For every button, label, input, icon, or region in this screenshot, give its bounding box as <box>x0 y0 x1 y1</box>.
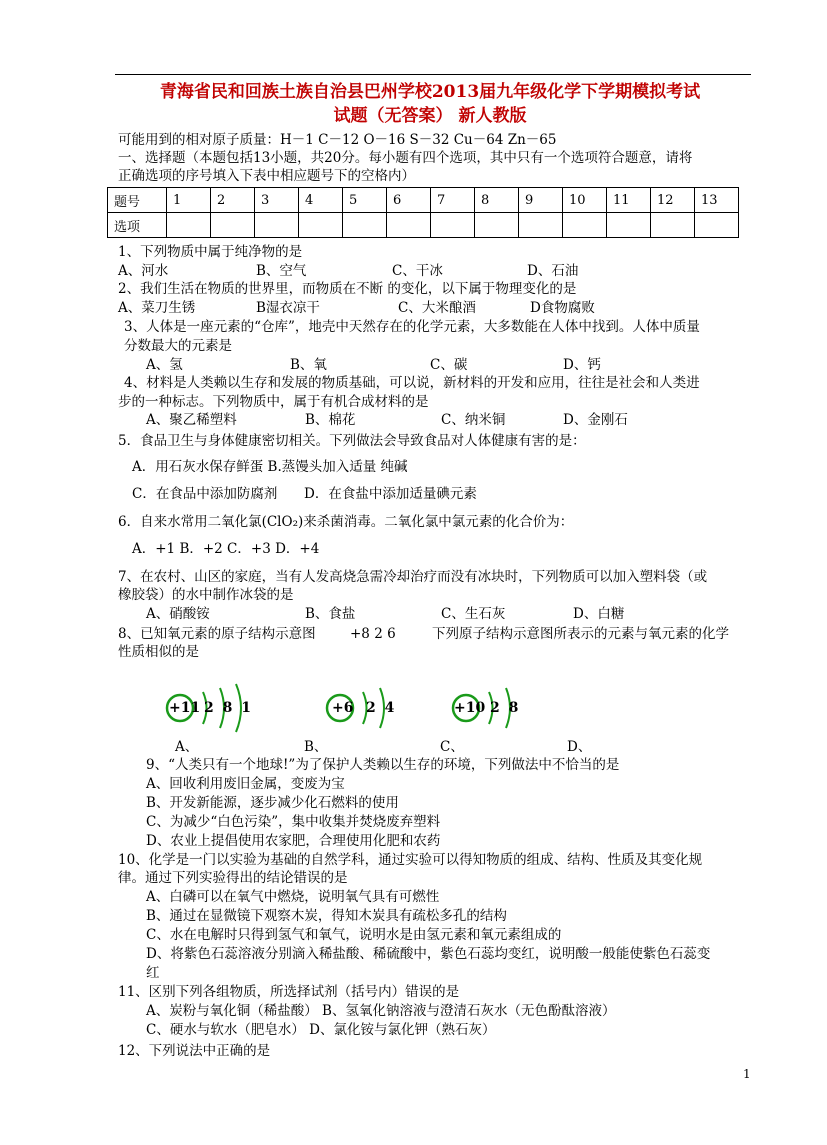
question-8-suffix: 下列原子结构示意图所表示的元素与氧元素的化学 <box>432 626 729 642</box>
q3-option-d: D、钙 <box>563 357 601 373</box>
q7-option-d: D、白糖 <box>573 606 625 622</box>
table-cell: 6 <box>387 188 431 213</box>
q3-option-a: A、氢 <box>146 357 183 373</box>
section-intro-1: 一、选择题（本题包括13小题，共20分。每小题有四个选项，其中只有一个选项符合题意，请将 <box>118 150 693 166</box>
table-cell: 13 <box>695 188 739 213</box>
atom-c-electrons: 2 8 <box>490 700 521 716</box>
q10-option-d-continued: 红 <box>146 965 160 981</box>
q4-option-d: D、金刚石 <box>563 412 628 428</box>
q9-option-b: B、开发新能源，逐步减少化石燃料的使用 <box>146 795 399 811</box>
q4-option-c: C、纳米铜 <box>441 412 506 428</box>
table-cell: 12 <box>651 188 695 213</box>
q1-option-a: A、河水 <box>118 263 169 279</box>
table-cell: 4 <box>299 188 343 213</box>
q1-option-d: D、石油 <box>527 263 579 279</box>
q11-options-cd: C、硬水与软水（肥皂水） D、氯化铵与氯化钾（熟石灰） <box>146 1022 496 1038</box>
table-cell: 2 <box>211 188 255 213</box>
answer-cell[interactable] <box>211 213 255 238</box>
question-11: 11、区别下列各组物质，所选择试剂（括号内）错误的是 <box>118 984 460 1000</box>
q2-option-a: A、菜刀生锈 <box>118 300 196 316</box>
table-cell: 11 <box>607 188 651 213</box>
table-cell: 3 <box>255 188 299 213</box>
q7-option-c: C、生石灰 <box>441 606 506 622</box>
question-12: 12、下列说法中正确的是 <box>118 1043 271 1059</box>
table-cell: 5 <box>343 188 387 213</box>
answer-cell[interactable] <box>387 213 431 238</box>
answer-cell[interactable] <box>475 213 519 238</box>
q9-option-a: A、回收利用废旧金属，变废为宝 <box>146 776 345 792</box>
table-cell: 9 <box>519 188 563 213</box>
question-7-line1: 7、在农村、山区的家庭，当有人发高烧急需冷却治疗而没有冰块时，下列物质可以加入塑料袋（或 <box>118 569 708 585</box>
question-10-line2: 律。通过下列实验得出的结论错误的是 <box>118 870 348 886</box>
header-rule <box>115 74 751 75</box>
q1-option-c: C、干冰 <box>392 263 443 279</box>
question-4-line2: 步的一种标志。下列物质中，属于有机合成材料的是 <box>118 394 429 410</box>
answer-cell[interactable] <box>695 213 739 238</box>
atom-a-electrons: 2 8 1 <box>204 700 253 716</box>
answer-table-row-numbers <box>108 188 739 213</box>
answer-cell[interactable] <box>519 213 563 238</box>
q10-option-c: C、水在电解时只得到氢气和氧气，说明水是由氢元素和氧元素组成的 <box>146 927 562 943</box>
page-title-line1: 青海省民和回族土族自治县巴州学校2013届九年级化学下学期模拟考试 <box>159 82 701 102</box>
answer-cell[interactable] <box>651 213 695 238</box>
table-header-option: 选项 <box>108 213 167 238</box>
atom-a-nucleus: +11 <box>169 700 201 716</box>
question-7-line2: 橡胶袋）的水中制作冰袋的是 <box>118 587 294 603</box>
q3-option-b: B、氧 <box>290 357 327 373</box>
question-3-line1: 3、人体是一座元素的“仓库”，地壳中天然存在的化学元素，大多数能在人体中找到。人体中质量 <box>124 319 700 335</box>
answer-cell[interactable] <box>607 213 651 238</box>
question-6: 6．自来水常用二氧化氯(ClO₂)来杀菌消毒。二氧化氯中氯元素的化合价为： <box>118 514 574 530</box>
table-cell: 7 <box>431 188 475 213</box>
q8-option-c: C、 <box>440 739 464 755</box>
atom-c-nucleus: +10 <box>454 700 486 716</box>
q5-option-d: D．在食盐中添加适量碘元素 <box>304 486 477 502</box>
q5-options-ab: A．用石灰水保存鲜蛋 B.蒸馒头加入适量 纯碱 <box>132 459 408 475</box>
question-2: 2、我们生活在物质的世界里，而物质在不断 的变化，以下属于物理变化的是 <box>118 281 577 297</box>
question-8-line2: 性质相似的是 <box>118 644 199 660</box>
table-cell: 8 <box>475 188 519 213</box>
q2-option-c: C、大米酿酒 <box>398 300 476 316</box>
q2-option-d: D食物腐败 <box>530 300 595 316</box>
table-cell: 10 <box>563 188 607 213</box>
atom-b-nucleus: +6 <box>332 700 354 716</box>
question-3-line2: 分数最大的元素是 <box>124 338 232 354</box>
q3-option-c: C、碳 <box>430 357 468 373</box>
q2-option-b: B湿衣凉干 <box>256 300 320 316</box>
q11-options-ab: A、炭粉与氧化铜（稀盐酸） B、氢氧化钠溶液与澄清石灰水（无色酚酞溶液） <box>146 1003 616 1019</box>
question-5: 5．食品卫生与身体健康密切相关。下列做法会导致食品对人体健康有害的是： <box>118 433 586 449</box>
answer-cell[interactable] <box>255 213 299 238</box>
q7-option-b: B、食盐 <box>305 606 356 622</box>
answer-table <box>107 187 739 238</box>
q7-option-a: A、硝酸铵 <box>146 606 210 622</box>
q1-option-b: B、空气 <box>256 263 307 279</box>
q10-option-d: D、将紫色石蕊溶液分别滴入稀盐酸、稀硫酸中，紫色石蕊均变红，说明酸一般能使紫色石蕊变 <box>146 946 711 962</box>
question-10-line1: 10、化学是一门以实验为基础的自然学科，通过实验可以得知物质的组成、结构、性质及其变化规 <box>118 852 703 868</box>
answer-table-row-options <box>108 213 739 238</box>
answer-cell[interactable] <box>167 213 211 238</box>
atom-b-electrons: 2 4 <box>366 700 397 716</box>
page-number: 1 <box>743 1067 751 1081</box>
answer-cell[interactable] <box>299 213 343 238</box>
q10-option-b: B、通过在显微镜下观察木炭，得知木炭具有疏松多孔的结构 <box>146 908 507 924</box>
q4-option-b: B、棉花 <box>305 412 356 428</box>
q9-option-d: D、农业上提倡使用农家肥，合理使用化肥和农药 <box>146 833 441 849</box>
q6-options: A．+1 B．+2 C．+3 D．+4 <box>132 541 320 557</box>
q8-option-b: B、 <box>304 739 328 755</box>
oxygen-structure-diagram: +8 2 6 <box>350 626 396 642</box>
section-intro-2: 正确选项的序号填入下表中相应题号下的空格内） <box>118 168 415 184</box>
atomic-masses: 可能用到的相对原子质量：H－1 C－12 O－16 S－32 Cu－64 Zn－65 <box>118 132 557 148</box>
q5-option-c: C．在食品中添加防腐剂 <box>132 486 278 502</box>
q4-option-a: A、聚乙稀塑料 <box>146 412 237 428</box>
q9-option-c: C、为减少“白色污染”，集中收集并焚烧废弃塑料 <box>146 814 441 830</box>
table-header-number: 题号 <box>108 188 167 213</box>
question-9: 9、“人类只有一个地球!”为了保护人类赖以生存的环境，下列做法中不恰当的是 <box>146 757 620 773</box>
q8-option-a: A、 <box>175 739 199 755</box>
table-cell: 1 <box>167 188 211 213</box>
answer-cell[interactable] <box>563 213 607 238</box>
answer-cell[interactable] <box>343 213 387 238</box>
question-8-prefix: 8、已知氧元素的原子结构示意图 <box>118 626 316 642</box>
question-1: 1、下列物质中属于纯净物的是 <box>118 244 303 260</box>
answer-cell[interactable] <box>431 213 475 238</box>
q10-option-a: A、白磷可以在氧气中燃烧，说明氧气具有可燃性 <box>146 889 440 905</box>
question-4-line1: 4、材料是人类赖以生存和发展的物质基础，可以说，新材料的开发和应用，往往是社会和人类进 <box>124 375 700 391</box>
page-title-line2: 试题（无答案） 新人教版 <box>333 106 527 126</box>
q8-option-d: D、 <box>567 739 592 755</box>
